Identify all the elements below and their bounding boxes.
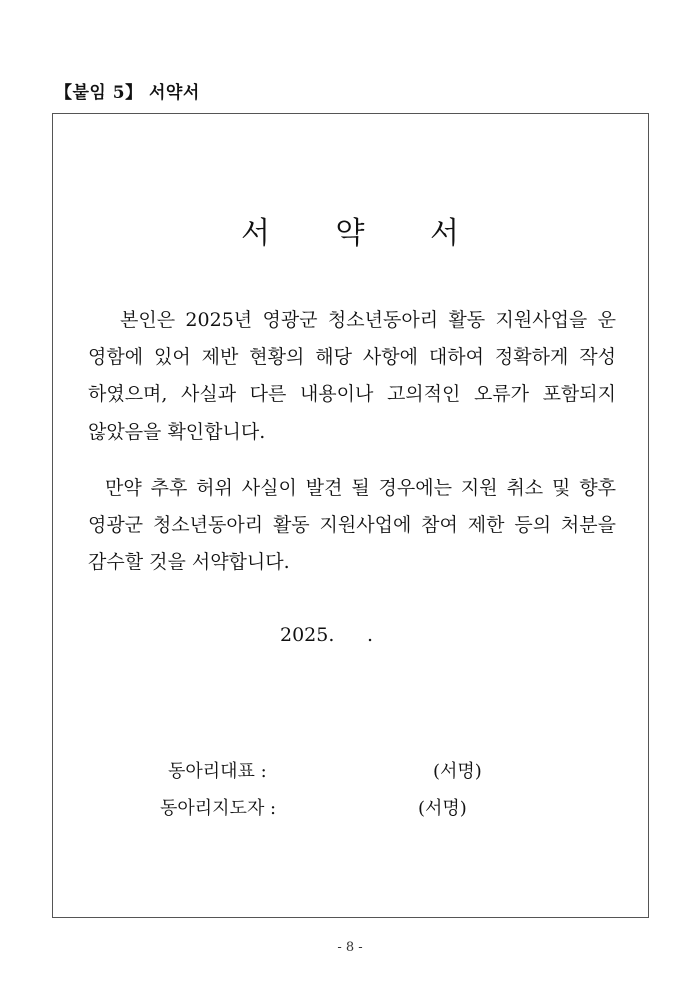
- paragraph2-line: 만약 추후 허위 사실이 발견 될 경우에는 지원 취소 및 향후: [105, 477, 616, 499]
- club-representative-signature: (서명): [433, 761, 482, 782]
- document-title: [0, 208, 700, 252]
- paragraph1-line: 하였으며, 사실과 다른 내용이나 고의적인 오류가 포함되지: [88, 383, 616, 405]
- date-year: 2025.: [280, 624, 335, 646]
- title-char: 서: [240, 216, 270, 251]
- attachment-label: 【붙임 5】 서약서: [55, 83, 200, 103]
- page-number: - 8 -: [337, 940, 363, 955]
- club-advisor-signature: (서명): [418, 798, 467, 819]
- club-representative-label: 동아리대표 :: [168, 761, 267, 782]
- title-char: 서: [430, 216, 460, 251]
- paragraph1-line: 않았음을 확인합니다.: [88, 421, 266, 443]
- date-separator: .: [367, 624, 374, 646]
- club-advisor-label: 동아리지도자 :: [160, 798, 277, 819]
- paragraph1-line: 본인은 2025년 영광군 청소년동아리 활동 지원사업을 운: [120, 309, 616, 331]
- paragraph2-line: 감수할 것을 서약합니다.: [88, 551, 290, 573]
- title-char: 약: [335, 216, 365, 251]
- paragraph1-line: 영함에 있어 제반 현황의 해당 사항에 대하여 정확하게 작성: [88, 346, 616, 368]
- paragraph2-line: 영광군 청소년동아리 활동 지원사업에 참여 제한 등의 처분을: [88, 514, 616, 536]
